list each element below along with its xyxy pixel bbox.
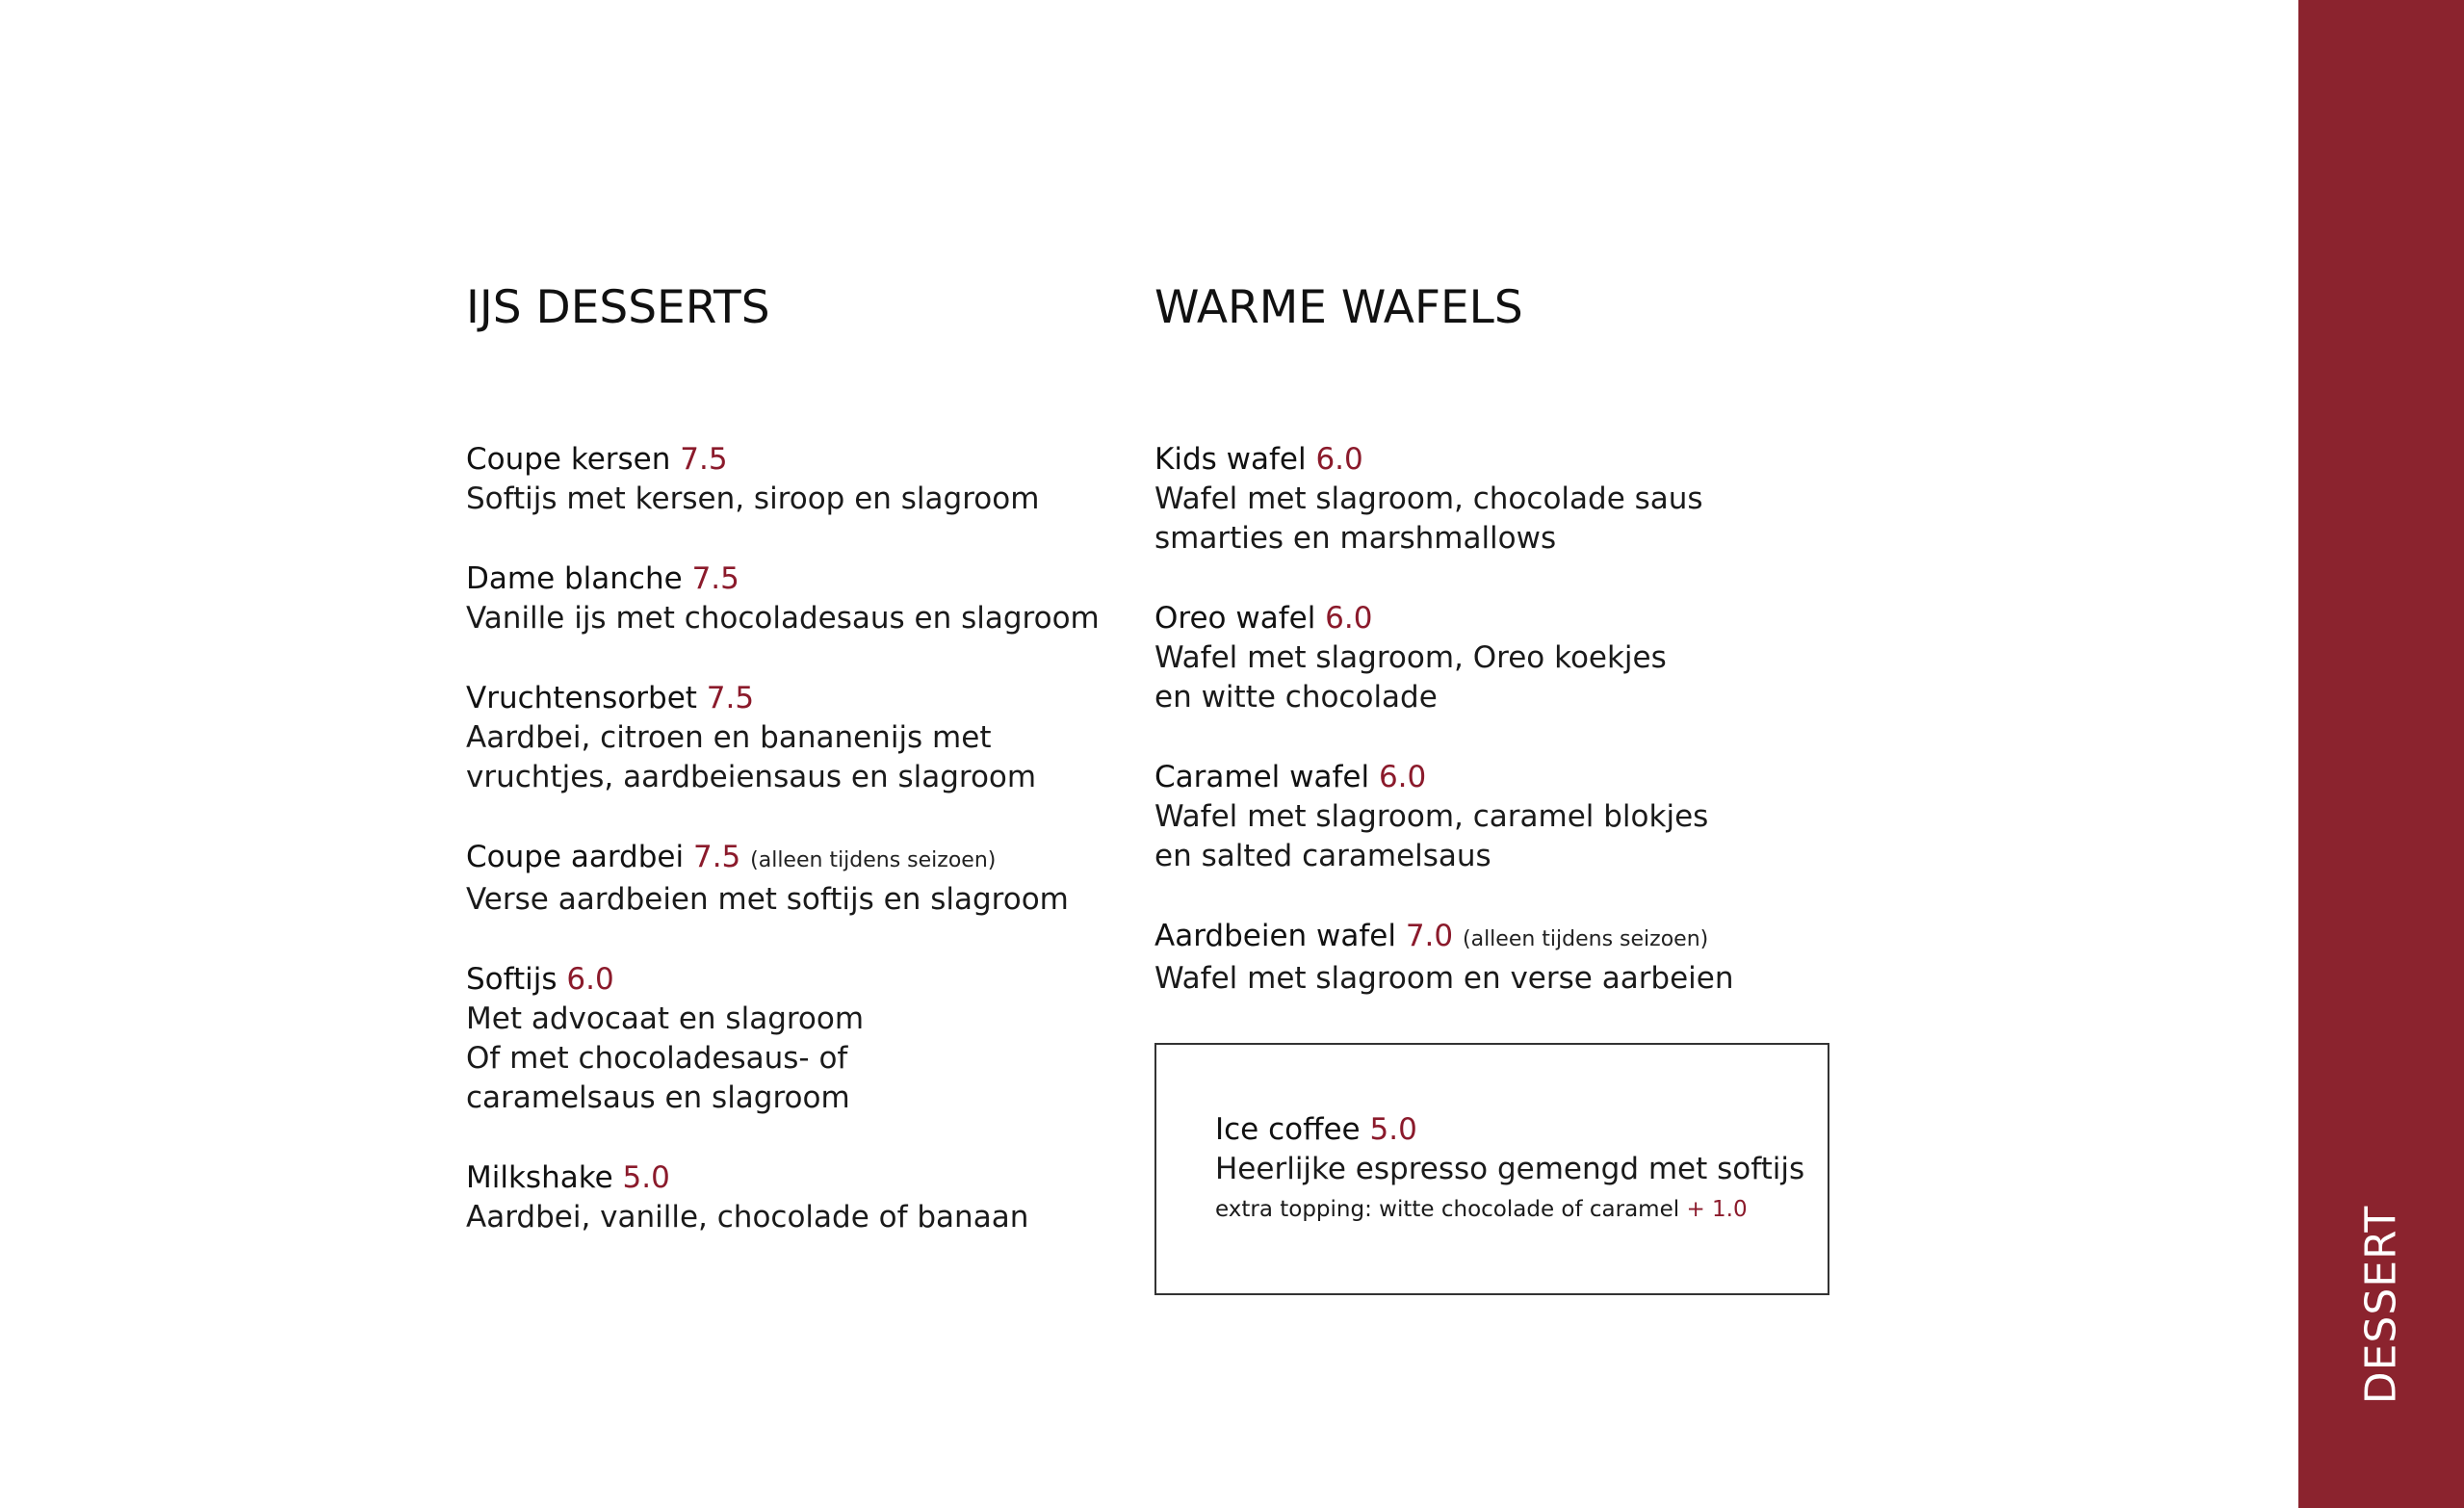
extra-topping-price: + 1.0: [1686, 1197, 1748, 1222]
item-name: Aardbeien wafel: [1154, 919, 1396, 953]
item-name: Coupe kersen: [466, 442, 671, 477]
item-name: Vruchtensorbet: [466, 681, 697, 715]
item-description: Aardbei, vanille, chocolade of banaan: [466, 1200, 1029, 1235]
item-description: en salted caramelsaus: [1154, 839, 1491, 873]
item-name: Oreo wafel: [1154, 601, 1316, 636]
item-name: Milkshake: [466, 1160, 613, 1195]
sidebar-label: DESSERT: [2356, 1205, 2406, 1405]
item-note: (alleen tijdens seizoen): [1463, 927, 1709, 951]
item-name: Dame blanche: [466, 561, 683, 596]
menu-item: [1154, 917, 1886, 999]
item-price: 7.5: [706, 681, 755, 715]
section-heading: WARME WAFELS: [1154, 281, 1523, 334]
item-price: 6.0: [1315, 442, 1363, 477]
category-sidebar: [2298, 0, 2464, 1508]
item-name: Caramel wafel: [1154, 760, 1370, 794]
item-price: 5.0: [1369, 1112, 1417, 1147]
item-description: Aardbei, citroen en bananenijs met: [466, 720, 992, 755]
item-description: vruchtjes, aardbeiensaus en slagroom: [466, 760, 1037, 794]
extra-topping-text: extra topping: witte chocolade of caramel: [1215, 1197, 1680, 1222]
item-price: 6.0: [1378, 760, 1427, 794]
ijs-desserts-section: [466, 274, 1121, 1278]
item-description: Verse aardbeien met softijs en slagroom: [466, 882, 1069, 917]
item-price: 6.0: [566, 962, 614, 997]
warme-wafels-section: [1154, 274, 1886, 1039]
menu-item: [466, 559, 1121, 638]
item-name: Ice coffee: [1215, 1112, 1361, 1147]
item-name: Kids wafel: [1154, 442, 1307, 477]
menu-item: [1154, 758, 1886, 876]
item-price: 7.5: [691, 561, 739, 596]
menu-item: [466, 838, 1121, 920]
menu-item: [1154, 599, 1886, 717]
extra-topping-note: [1215, 1189, 1812, 1230]
item-description: en witte chocolade: [1154, 680, 1438, 715]
item-description: Softijs met kersen, siroop en slagroom: [466, 481, 1040, 516]
item-description: smarties en marshmallows: [1154, 521, 1557, 556]
item-note: (alleen tijdens seizoen): [750, 848, 997, 872]
menu-item: [466, 440, 1121, 519]
item-price: 7.5: [680, 442, 728, 477]
item-description: Heerlijke espresso gemengd met softijs: [1215, 1152, 1805, 1186]
item-description: Wafel met slagroom, Oreo koekjes: [1154, 640, 1667, 675]
menu-item: [466, 1158, 1121, 1237]
item-description: Of met chocoladesaus- of: [466, 1041, 848, 1076]
item-name: Coupe aardbei: [466, 840, 685, 874]
item-price: 7.5: [692, 840, 741, 874]
item-description: caramelsaus en slagroom: [466, 1080, 850, 1115]
section-heading: IJS DESSERTS: [466, 281, 770, 334]
item-name: Softijs: [466, 962, 558, 997]
item-price: 7.0: [1405, 919, 1454, 953]
ice-coffee-box: [1154, 1043, 1829, 1295]
item-price: 6.0: [1325, 601, 1373, 636]
item-description: Wafel met slagroom, caramel blokjes: [1154, 799, 1709, 834]
item-description: Met advocaat en slagroom: [466, 1001, 865, 1036]
item-description: Wafel met slagroom en verse aarbeien: [1154, 961, 1734, 996]
item-price: 5.0: [622, 1160, 670, 1195]
item-description: Wafel met slagroom, chocolade saus: [1154, 481, 1703, 516]
menu-item: [466, 679, 1121, 797]
menu-item: [1154, 440, 1886, 559]
menu-item: [466, 960, 1121, 1118]
item-description: Vanille ijs met chocoladesaus en slagroom: [466, 601, 1100, 636]
